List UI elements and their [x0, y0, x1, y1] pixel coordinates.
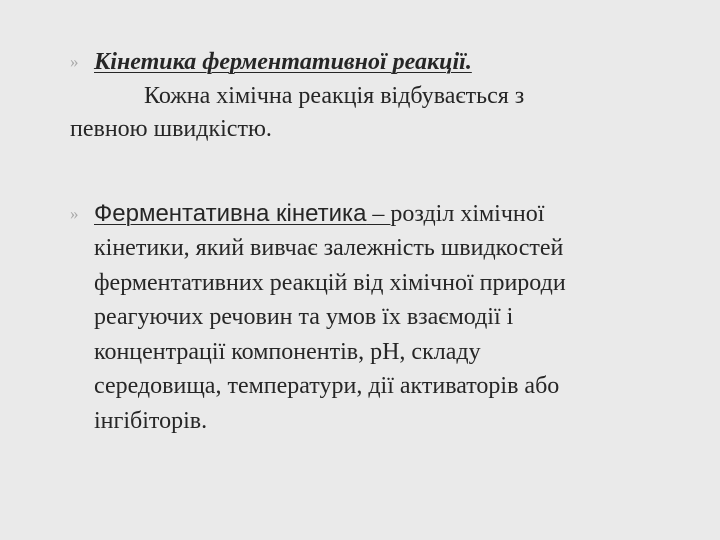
definition-line: ферментативних реакцій від хімічної природи — [94, 269, 566, 296]
definition-line: реагуючих речовин та умов їх взаємодії і — [94, 304, 514, 330]
definition-line: середовища, температури, дії активаторів або — [94, 373, 560, 399]
intro-paragraph — [70, 80, 690, 146]
definition-start: розділ хімічної — [390, 201, 545, 227]
intro-line-2: певною швидкістю. — [70, 116, 272, 142]
definition-text — [70, 231, 690, 438]
slide-heading: Кінетика ферментативної реакції. — [94, 49, 472, 75]
definition-line: інгібіторів. — [94, 407, 208, 434]
term-ferment-kinetics: Ферментативна кінетика — [94, 200, 367, 227]
topic-block — [70, 46, 690, 146]
definition-first-line — [70, 197, 690, 231]
double-chevron-right-icon: » — [70, 204, 79, 223]
heading-row — [70, 46, 690, 78]
double-chevron-right-icon: » — [70, 52, 79, 71]
definition-block — [70, 197, 690, 438]
intro-line-1: Кожна хімічна реакція відбувається з — [144, 83, 525, 109]
term-dash: – — [366, 201, 391, 227]
definition-line: концентрації компонентів, рН, складу — [94, 338, 481, 365]
definition-line: кінетики, який вивчає залежність швидкостей — [94, 235, 564, 261]
